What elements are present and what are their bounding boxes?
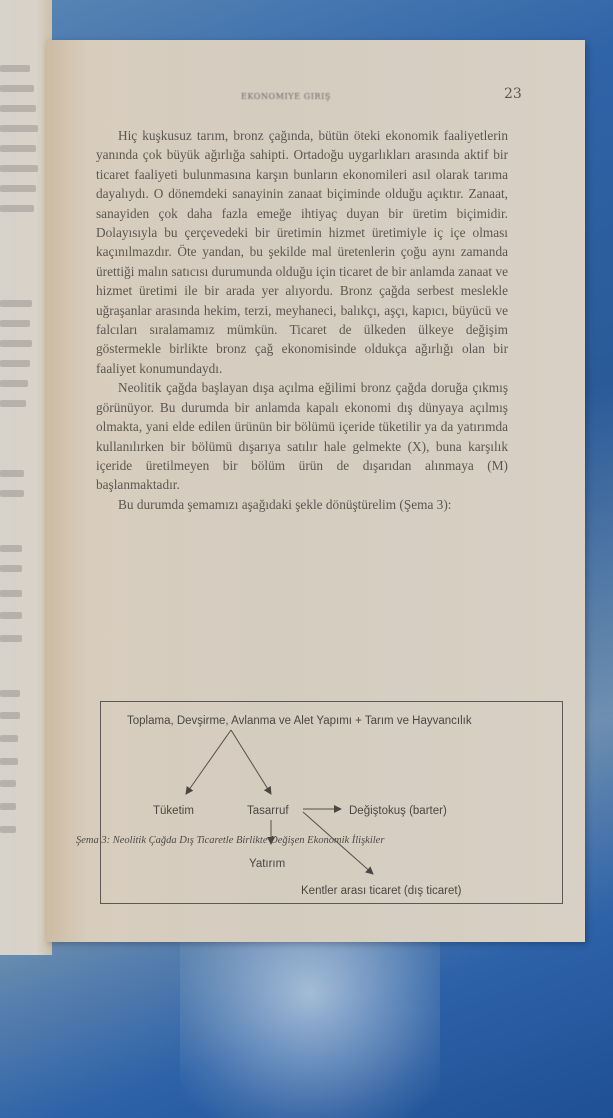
book-page	[46, 40, 585, 942]
paragraph-2: Neolitik çağda başlayan dışa açılma eğilimi bronz çağda doruğa çıkmış görünüyor. Bu durumda bir anlamda kapalı ekonomi dış dünyaya açılmış olmakta, yani elde edilen ürünün bir bölümü içeride tüketilir ya da yatırımda kullanılırken bir bölümü dışarıya satılır hale gelmekte (X), buna karşılık içeride üretilmeyen bir bölüm ürün de dışarıdan alınmaya (M) başlanmaktadır.	[96, 380, 508, 493]
page-number: 23	[504, 86, 522, 102]
node-foreign-trade: Kentler arası ticaret (dış ticaret)	[301, 885, 462, 897]
diagram-caption: Şema 3: Neolitik Çağda Dış Ticaretle Birlikte Değişen Ekonomik İlişkiler	[76, 835, 385, 846]
node-saving: Tasarruf	[247, 805, 289, 817]
node-consumption: Tüketim	[153, 805, 194, 817]
paragraph-1: Hiç kuşkusuz tarım, bronz çağında, bütün öteki ekonomik faaliyetlerin yanında çok büyük ağırlığa sahipti. Ortadoğu uygarlıkları arasında aktif bir ticaret faaliyeti bulunmasına karşın bunların ekonomileri asıl olarak tarıma dayalıydı. O dönemdeki sanayinin zanaat biçiminde olduğu açıktır. Zanaat, sanayiden çok daha fazla emeğe ihtiyaç duyan bir üretim biçimidir. Dolayısıyla bu çerçevedeki bir üretimin hizmet üretimiyle iç içe olması kaçınılmazdır. Öte yandan, bu şekilde mal üretenlerin çoğu aynı zamanda ürettiği malın satıcısı durumunda olduğu için ticaret de bir anlamda zanaat ve hizmet üretimi ile bir arada yer alıyordu. Bronz çağda serbest meslekle uğraşanlar arasında hekim, terzi, meyhaneci, balıkçı, aşçı, kapıcı, büyücü ve falcıları sıralamamız mümkün. Ticaret de ülkeden ülkeye değişim göstermekle birlikte bronz çağ ekonomisinde oldukça ağırlığı olan bir faaliyet konumundaydı.	[96, 128, 508, 376]
node-barter: Değiştokuş (barter)	[349, 805, 447, 817]
diagram-top-label: Toplama, Devşirme, Avlanma ve Alet Yapımı + Tarım ve Hayvancılık	[127, 715, 472, 727]
diagram-schema-3	[100, 701, 563, 904]
node-investment: Yatırım	[249, 858, 286, 870]
left-page-edge	[0, 0, 52, 955]
fabric-highlight	[180, 940, 440, 1118]
running-head: EKONOMİYE GİRİŞ	[241, 92, 331, 101]
paragraph-3: Bu durumda şemamızı aşağıdaki şekle dönüştürelim (Şema 3):	[118, 496, 452, 512]
